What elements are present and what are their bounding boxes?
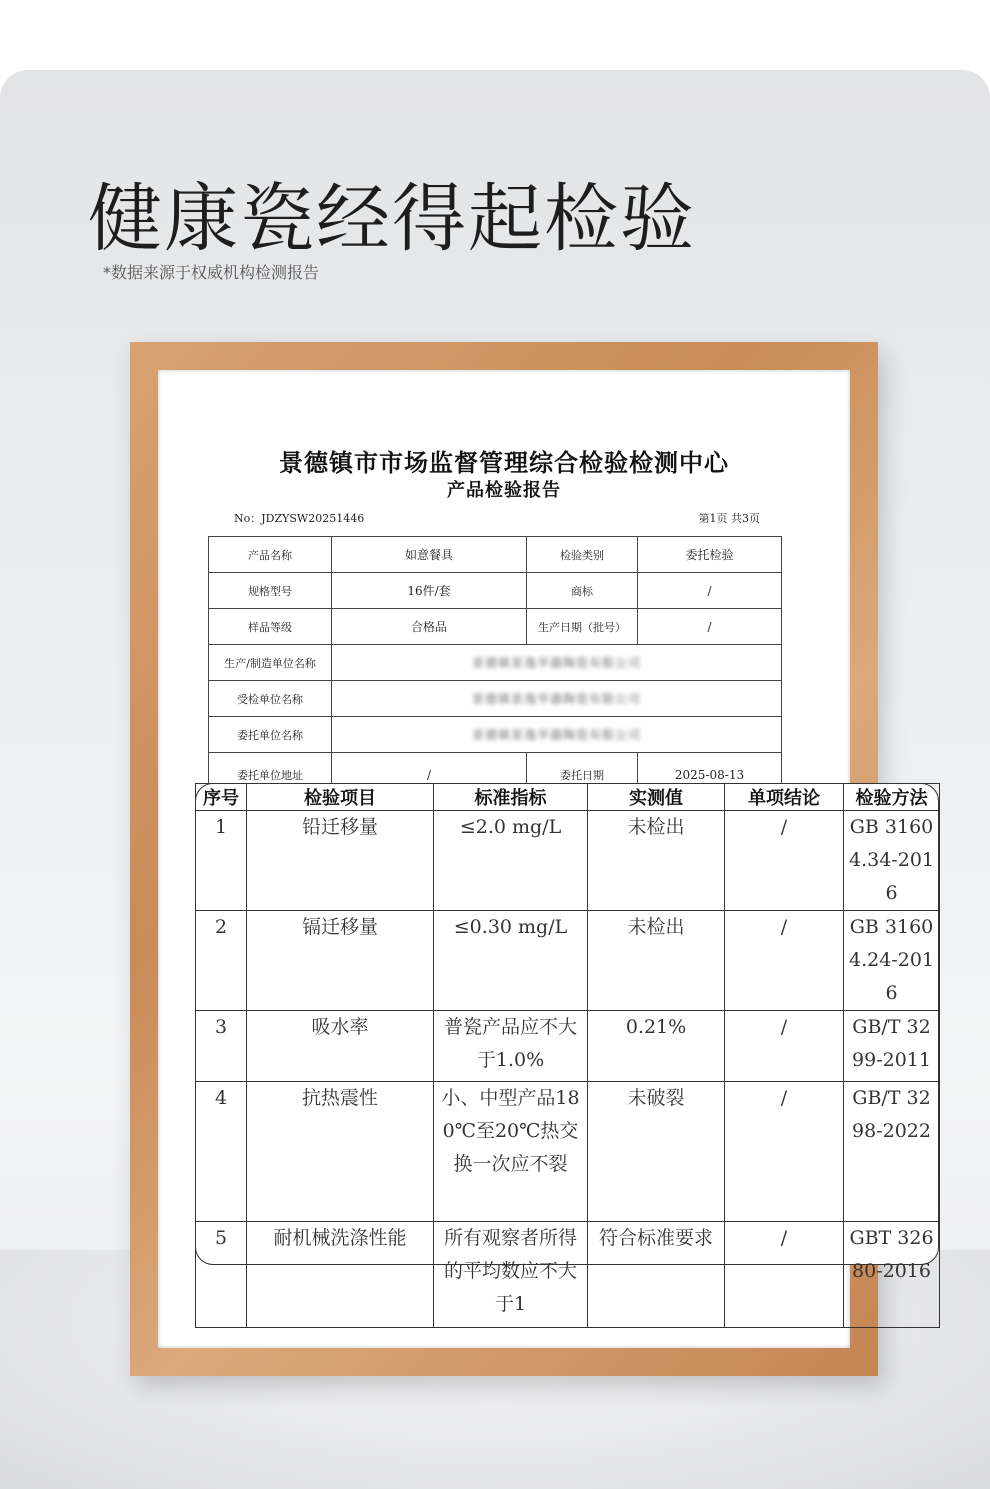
- table-row: [209, 537, 782, 573]
- info-label: 样品等级: [209, 609, 332, 645]
- cell-standard: 小、中型产品180℃至20℃热交换一次应不裂: [434, 1082, 588, 1222]
- info-value-blurred: 景德镇景逸华器陶瓷有限公司: [332, 645, 782, 681]
- info-value: /: [638, 609, 782, 645]
- cell-method: GB 31604.24-2016: [844, 911, 940, 1011]
- table-row: [209, 717, 782, 753]
- info-label: 商标: [527, 573, 638, 609]
- cell-conclusion: /: [725, 1082, 844, 1222]
- results-header-row: [196, 784, 940, 811]
- cell-item: 抗热震性: [247, 1082, 434, 1222]
- info-value-blurred: 景德镇景逸华器陶瓷有限公司: [332, 681, 782, 717]
- info-value: 合格品: [332, 609, 527, 645]
- cell-method: GBT 32680-2016: [844, 1222, 940, 1328]
- cell-index: 1: [196, 811, 247, 911]
- cell-measured: 未破裂: [588, 1082, 725, 1222]
- source-note: *数据来源于权威机构检测报告: [103, 263, 320, 282]
- column-header: 实测值: [588, 784, 725, 811]
- info-value: 16件/套: [332, 573, 527, 609]
- info-label: 受检单位名称: [209, 681, 332, 717]
- cell-standard: ≤2.0 mg/L: [434, 811, 588, 911]
- info-value: 委托检验: [638, 537, 782, 573]
- info-label: 委托日期: [527, 753, 638, 798]
- cell-item: 耐机械洗涤性能: [247, 1222, 434, 1328]
- cell-standard: 所有观察者所得的平均数应不大于1: [434, 1222, 588, 1328]
- info-value-blurred: 景德镇景逸华器陶瓷有限公司: [332, 717, 782, 753]
- cell-measured: 符合标准要求: [588, 1222, 725, 1328]
- column-header: 序号: [196, 784, 247, 811]
- cell-method: GB 31604.34-2016: [844, 811, 940, 911]
- report-title: 产品检验报告: [447, 480, 561, 501]
- cell-standard: 普瓷产品应不大于1.0%: [434, 1011, 588, 1082]
- info-value: /: [332, 753, 527, 798]
- table-row: [209, 573, 782, 609]
- page-number: 第1页 共3页: [698, 512, 760, 525]
- headline: 健康瓷经得起检验: [88, 176, 696, 262]
- column-header: 单项结论: [725, 784, 844, 811]
- cell-item: 镉迁移量: [247, 911, 434, 1011]
- info-label: 规格型号: [209, 573, 332, 609]
- table-row: [209, 681, 782, 717]
- info-label: 生产/制造单位名称: [209, 645, 332, 681]
- table-row: [196, 911, 940, 1011]
- cell-measured: 未检出: [588, 911, 725, 1011]
- cell-conclusion: /: [725, 1222, 844, 1328]
- table-row: [196, 1011, 940, 1082]
- info-label: 检验类别: [527, 537, 638, 573]
- column-header: 检验项目: [247, 784, 434, 811]
- info-label: 产品名称: [209, 537, 332, 573]
- cell-conclusion: /: [725, 1011, 844, 1082]
- cell-index: 2: [196, 911, 247, 1011]
- cell-method: GB/T 3299-2011: [844, 1011, 940, 1082]
- results-table: [195, 783, 940, 1328]
- cell-index: 4: [196, 1082, 247, 1222]
- info-label: 委托单位地址: [209, 753, 332, 798]
- report-organization: 景德镇市市场监督管理综合检验检测中心: [279, 448, 729, 477]
- cell-item: 吸水率: [247, 1011, 434, 1082]
- info-value: /: [638, 573, 782, 609]
- cell-conclusion: /: [725, 811, 844, 911]
- column-header: 检验方法: [844, 784, 940, 811]
- table-row: [209, 645, 782, 681]
- column-header: 标准指标: [434, 784, 588, 811]
- table-row: [196, 1222, 940, 1328]
- report-number: No：JDZYSW20251446: [234, 512, 365, 525]
- cell-measured: 0.21%: [588, 1011, 725, 1082]
- info-label: 委托单位名称: [209, 717, 332, 753]
- cell-measured: 未检出: [588, 811, 725, 911]
- table-row: [196, 1082, 940, 1222]
- results-card: [195, 783, 939, 1315]
- cell-index: 5: [196, 1222, 247, 1328]
- cell-index: 3: [196, 1011, 247, 1082]
- info-value: 2025-08-13: [638, 753, 782, 798]
- cell-item: 铅迁移量: [247, 811, 434, 911]
- info-label: 生产日期（批号）: [527, 609, 638, 645]
- cell-method: GB/T 3298-2022: [844, 1082, 940, 1222]
- cell-conclusion: /: [725, 911, 844, 1011]
- info-value: 如意餐具: [332, 537, 527, 573]
- cell-standard: ≤0.30 mg/L: [434, 911, 588, 1011]
- table-row: [209, 609, 782, 645]
- table-row: [196, 811, 940, 911]
